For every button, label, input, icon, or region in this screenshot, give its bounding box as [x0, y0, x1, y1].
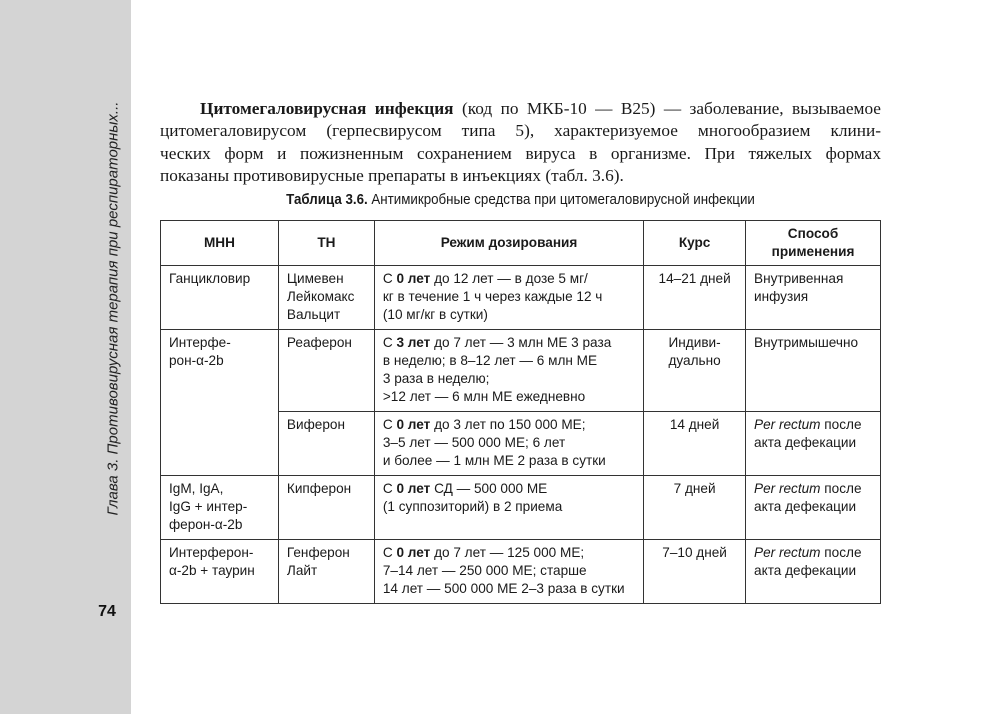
page-sidebar: [0, 0, 131, 714]
text-segment: С: [382, 545, 397, 560]
age-emphasis: 0 лет: [396, 271, 431, 286]
cell-mnn: Ганцикловир: [161, 266, 279, 330]
route-emphasis: Per rectum: [754, 417, 821, 432]
cell-course: 14 дней: [644, 412, 746, 476]
header-course: Курс: [644, 221, 746, 266]
cell-mnn: Интерферон- α-2b + таурин: [161, 540, 279, 604]
cell-route: [746, 330, 881, 412]
text-segment: СД — 500 000 МЕ (1 суппозиторий) в 2 приема: [382, 481, 563, 514]
table-caption-text: Антимикробные средства при цитомегаловирусной инфекции: [367, 192, 755, 208]
page-number: 74: [98, 603, 116, 620]
header-tn: ТН: [278, 221, 374, 266]
text-segment: С: [382, 417, 397, 432]
intro-paragraph: [160, 98, 881, 187]
cell-course: Индиви- дуально: [644, 330, 746, 412]
paragraph-line: цитомегаловирусом (герпесвирусом типа 5), характеризуемое многообразием клини-: [160, 121, 881, 141]
cell-dosing: [374, 330, 643, 412]
cell-dosing: [374, 266, 643, 330]
text-segment: до 7 лет — 125 000 МЕ; 7–14 лет — 250 000 МЕ; старше 14 лет — 500 000 МЕ 2–3 раза в сутки: [382, 545, 625, 596]
term-heading: Цитомегаловирусная инфекция: [200, 99, 454, 118]
cell-dosing: [374, 412, 643, 476]
route-emphasis: Per rectum: [754, 545, 821, 560]
text-segment: до 3 лет по 150 000 МЕ; 3–5 лет — 500 000 МЕ; 6 лет и более — 1 млн МЕ 2 раза в сутки: [382, 417, 606, 468]
chapter-running-title: Глава 3. Противовирусная терапия при респираторных...: [104, 101, 122, 516]
header-route: Способ применения: [746, 221, 881, 266]
text-segment: С: [382, 271, 397, 286]
table-header-row: [161, 221, 881, 266]
cell-dosing: [374, 540, 643, 604]
age-emphasis: 3 лет: [396, 335, 431, 350]
cell-route: [746, 266, 881, 330]
age-emphasis: 0 лет: [396, 481, 431, 496]
text-segment: после акта дефекации: [754, 481, 862, 514]
cell-mnn: Интерфе- рон-α-2b: [161, 330, 279, 476]
paragraph-line: ческих форм и пожизненным сохранением вируса в организме. При тяжелых формах: [160, 143, 881, 163]
cell-tn: Реаферон: [278, 330, 374, 412]
table-caption-label: Таблица 3.6.: [286, 192, 368, 208]
cell-course: 7–10 дней: [644, 540, 746, 604]
cell-tn: Генферон Лайт: [278, 540, 374, 604]
text-segment: Внутримышечно: [754, 335, 859, 350]
age-emphasis: 0 лет: [396, 417, 431, 432]
table-row: [161, 266, 881, 330]
cell-course: 7 дней: [644, 476, 746, 540]
text-segment: до 7 лет — 3 млн МЕ 3 раза в неделю; в 8–12 лет — 6 млн МЕ 3 раза в неделю; >12 лет — 6 млн МЕ ежедневно: [382, 335, 612, 404]
cell-mnn: IgM, IgA, IgG + интер- ферон-α-2b: [161, 476, 279, 540]
route-emphasis: Per rectum: [754, 481, 821, 496]
text-segment: С: [382, 481, 397, 496]
cell-route: [746, 540, 881, 604]
header-dosing: Режим дозирования: [374, 221, 643, 266]
table-row: [161, 476, 881, 540]
text-segment: после акта дефекации: [754, 417, 862, 450]
cell-route: [746, 412, 881, 476]
text-segment: Внутривенная инфузия: [754, 271, 844, 304]
cell-route: [746, 476, 881, 540]
text-segment: после акта дефекации: [754, 545, 862, 578]
table-caption: [189, 192, 852, 208]
paragraph-line: показаны противовирусные препараты в инъекциях (табл. 3.6).: [160, 165, 624, 185]
cell-dosing: [374, 476, 643, 540]
text-segment: С: [382, 335, 397, 350]
antimicrobial-table: [160, 220, 881, 604]
paragraph-line: Цитомегаловирусная инфекция (код по МКБ-10 — В25) — заболевание, вызываемое: [200, 99, 881, 118]
text-segment: до 12 лет — в дозе 5 мг/ кг в течение 1 ч через каждые 12 ч (10 мг/кг в сутки): [382, 271, 603, 322]
cell-tn: Цимевен Лейкомакс Вальцит: [278, 266, 374, 330]
cell-tn: Виферон: [278, 412, 374, 476]
age-emphasis: 0 лет: [396, 545, 431, 560]
header-mnn: МНН: [161, 221, 279, 266]
table-row: [161, 330, 881, 412]
cell-course: 14–21 дней: [644, 266, 746, 330]
cell-tn: Кипферон: [278, 476, 374, 540]
table-row: [161, 540, 881, 604]
